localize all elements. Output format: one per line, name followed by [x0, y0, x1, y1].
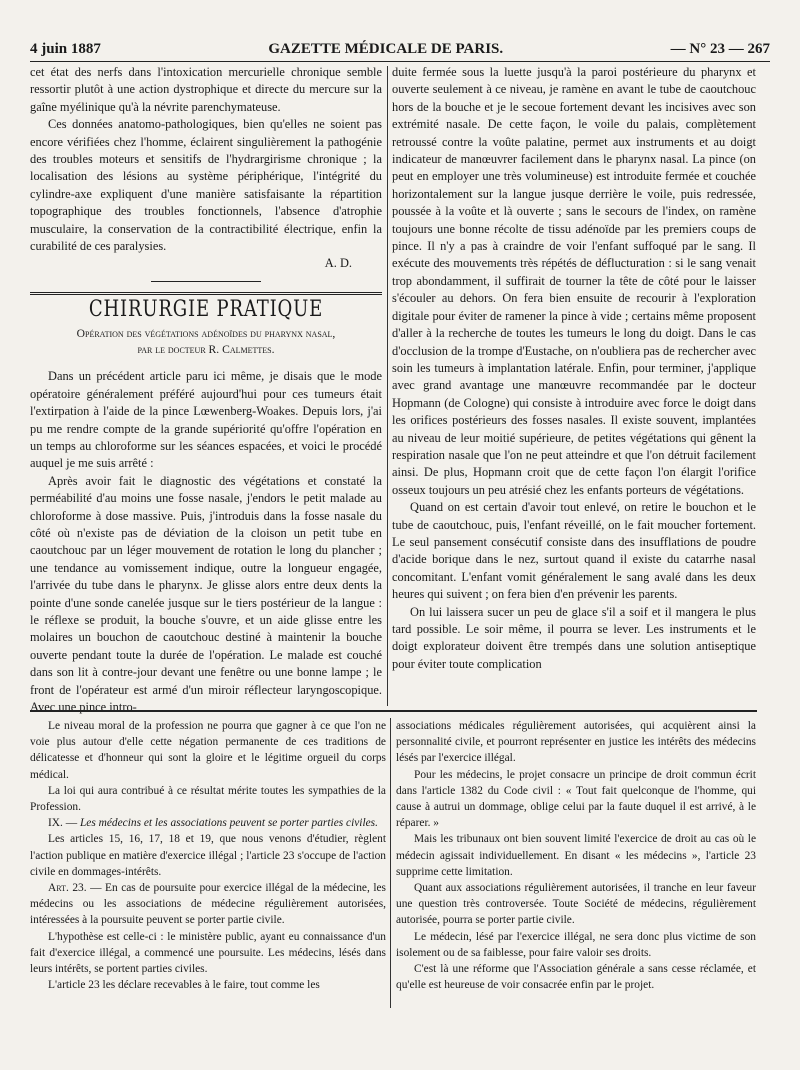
- paragraph: Dans un précédent article paru ici même, je disais que le mode opératoire généralement préféré aujourd'hui pour ces tumeurs était l'extirpation à l'aide de la pince Lœwenberg-Woakes. Depuis lors, j'ai pu me rendre compte de la grande supériorité qu'offre l'opération en un temps au chloroforme sur les séances espacées, et voici le procédé auquel je me suis arrêté :: [30, 369, 382, 471]
- paragraph: Quand on est certain d'avoir tout enlevé, on retire le bouchon et le tube de caoutchouc, puis, l'enfant réveillé, on le fait moucher fortement. Le seul pansement consécutif consiste dans des insufflations de poudre d'acide borique dans le nez, surtout quand il existe du catarrhe nasal concomitant. L'enfant vomit généralement le sang avalé dans les deux heures qui suivent ; on fera bien d'en prévenir les parents.: [392, 500, 756, 602]
- article-text: — En cas de poursuite pour exercice illégal de la médecine, les médecins ou les associations de médecine régulièrement autorisées, intéressées à la poursuite peuvent se porter partie civile.: [30, 882, 386, 927]
- article-author-line: par le docteur R. Calmettes.: [137, 343, 275, 357]
- paragraph: associations médicales régulièrement autorisées, qui acquièrent ainsi la personnalité civile, et pourront représenter en justice les intérêts des médecins lésés par l'exercice illégal.: [396, 720, 756, 765]
- lower-right-column: [396, 718, 756, 1018]
- section-rule: [30, 710, 757, 712]
- header-journal-title: GAZETTE MÉDICALE DE PARIS.: [268, 41, 504, 57]
- column-rule: [390, 718, 391, 1008]
- subheading: [30, 815, 386, 831]
- section-title: CHIRURGIE PRATIQUE: [88, 296, 324, 322]
- paragraph: L'article 23 les déclare recevables à le faire, tout comme les: [48, 979, 320, 992]
- subheading-number: IX. —: [48, 817, 78, 830]
- subheading-text: Les médecins et les associations peuvent se porter parties civiles.: [79, 817, 378, 830]
- divider: [151, 281, 261, 282]
- column-rule: [387, 66, 388, 706]
- paragraph: Mais les tribunaux ont bien souvent limité l'exercice de droit au cas où le médecin agissait individuellement. En disant « les médecins », l'article 23 supprime cette limitation.: [396, 833, 756, 878]
- paragraph: La loi qui aura contribué à ce résultat mérite toutes les sympathies de la Profession.: [30, 784, 386, 814]
- signature: A. D.: [324, 256, 352, 271]
- paragraph: On lui laissera sucer un peu de glace s'il a soif et il mangera le plus tard possible. Le soir même, il pourra se lever. Les instruments et le doigt explorateur doivent être trempés dans une solution antiseptique pour éviter toute complication: [392, 604, 756, 671]
- paragraph: Le médecin, lésé par l'exercice illégal, ne sera donc plus victime de son isolement ou de sa faiblesse, pour faire valoir ses droits.: [396, 930, 756, 959]
- paragraph: C'est là une réforme que l'Association générale a sans cesse réclamée, et qu'elle est heureuse de voir consacrée enfin par le projet.: [396, 963, 756, 992]
- paragraph: duite fermée sous la luette jusqu'à la paroi postérieure du pharynx et ouverte seulement à ce niveau, je ramène en avant le tube de caoutchouc hors de la bouche et je le secoue fortement devant les incisives avec son extrémité nasale. De cette façon, le voile du palais, complètement retroussé contre la voûte palatine, permet aux instruments et au doigt indicateur de manœuvrer facilement dans le pharynx nasal. La pince (on peut en employer une très volumineuse) est introduite fermée et couchée horizontalement sur la langue jusque derrière le voile, puis redressée, poussée à la voûte et là ouverte ; sans le secours de l'index, on ramène toujours une bonne récolte de tissu adénoïde par les premiers coups de pince. Il n'y a pas à craindre de voir l'enfant suffoqué par le sang. Il exécute des mouvements très répétés de déflucturation : si le sang venait trop abondamment, il suffirait de tourner la tête de côté pour le laisser s'écouler au dehors. On fera bien ensuite de recourir à l'exploration digitale pour éviter de ramener la pince à vide ; certains même proposent d'aller à la recherche de toutes les tumeurs le long du doigt. Dans le cas d'occlusion de la trompe d'Eustache, on n'oubliera pas de rechercher avec soin les tumeurs à implantation latérale. Enfin, pour terminer, j'applique avec grand avantage une manœuvre recommandée par le docteur Hopmann (de Cologne) qui consiste à introduire avec force le doigt dans les orifices postérieurs des fosses nasales. Il existe souvent, implantées au niveau de leur moitié supérieure, de petites végétations qui gênent la respiration nasale que l'on ne peut atteindre et que l'on détruit facilement ainsi. De plus, Hopmann croit que de cette façon l'on élargit l'orifice osseux toujours un peu atrésié chez les enfants porteurs de végétations.: [392, 65, 756, 497]
- header-date: 4 juin 1887: [30, 41, 101, 57]
- upper-right-column: [392, 64, 756, 704]
- upper-left-column: [30, 64, 382, 714]
- article-title: [30, 326, 382, 358]
- paragraph: L'hypothèse est celle-ci : le ministère public, ayant eu connaissance d'un fait d'exercice illégal, a commencé une poursuite. Les médecins, lésés dans leurs intérêts, se portent parties civiles.: [30, 930, 386, 976]
- section-divider: [30, 292, 382, 295]
- paragraph: Ces données anatomo-pathologiques, bien qu'elles ne soient pas encore vérifiées chez l'homme, éclairent singulièrement la pathogénie des troubles moteurs et sensitifs de l'hydrargirisme chronique ; la localisation des lésions au système périphérique, l'intégrité du cylindre-axe expliquent d'une manière satisfaisante la répartition topographique des troubles fonctionnels, l'absence d'atrophie musculaire, la conservation de la contractibilité électrique, enfin la curabilité de ces paralysies.: [30, 117, 382, 254]
- paragraph: Après avoir fait le diagnostic des végétations et constaté la perméabilité d'au moins une fosse nasale, j'endors le petit malade au chloroforme à dose massive. Puis, j'introduis dans la fosse nasale du côté où n'existe pas de déviation de la cloison un petit tube en caoutchouc par un léger mouvement de rotation le long du plancher ; une tendance au vomissement indique, outre la longueur engagée, l'arrivée du tube dans le pharynx. Je glisse alors entre deux dents la pointe d'une sonde canelée jusque sur le tiers postérieur de la langue : le réflexe se produit, la bouche s'ouvre, et un aide glisse entre les molaires un bouchon de caoutchouc destiné à maintenir la bouche ouverte pendant toute la durée de l'opération. Le malade est couché dans son lit à contre-jour devant une fenêtre ou une bonne lampe ; le front de l'opérateur est armé d'un miroir réflecteur laryngoscopique. Avec une pince intro-: [30, 473, 382, 714]
- lower-left-column: [30, 718, 386, 1018]
- article-label: Art. 23.: [48, 882, 87, 895]
- article-title-line: Opération des végétations adénoïdes du pharynx nasal,: [76, 327, 336, 341]
- paragraph: Quant aux associations régulièrement autorisées, il tranche en leur faveur une question très controversée. Toute Société de médecins, régulièrement autorisée, pourra se porter partie civile.: [396, 882, 756, 927]
- paragraph: cet état des nerfs dans l'intoxication mercurielle chronique semble ressortir plutôt à une action dystrophique et directe du mercure sur la gaîne myélinique qu'à la névrite parenchymateuse.: [30, 65, 382, 114]
- paragraph: [30, 880, 386, 929]
- paragraph: Pour les médecins, le projet consacre un principe de droit commun écrit dans l'article 1382 du Code civil : « Tout fait quelconque de l'homme, qui cause à autrui un dommage, oblige celui par la faute duquel il est arrivé, à le réparer. »: [396, 768, 756, 830]
- paragraph: Les articles 15, 16, 17, 18 et 19, que nous venons d'étudier, règlent l'action publique en matière d'exercice illégal ; l'article 23 s'occupe de l'action civile en dommages-intérêts.: [30, 833, 386, 878]
- paragraph: Le niveau moral de la profession ne pourra que gagner à ce que l'on ne voie plus autour d'elle cette négation permanente de ces traditions de délicatesse et d'honneur qui sont la gloire et le légitime orgueil du corps médical.: [30, 720, 386, 781]
- header-issue-page: — N° 23 — 267: [670, 41, 770, 57]
- running-header: [30, 36, 770, 62]
